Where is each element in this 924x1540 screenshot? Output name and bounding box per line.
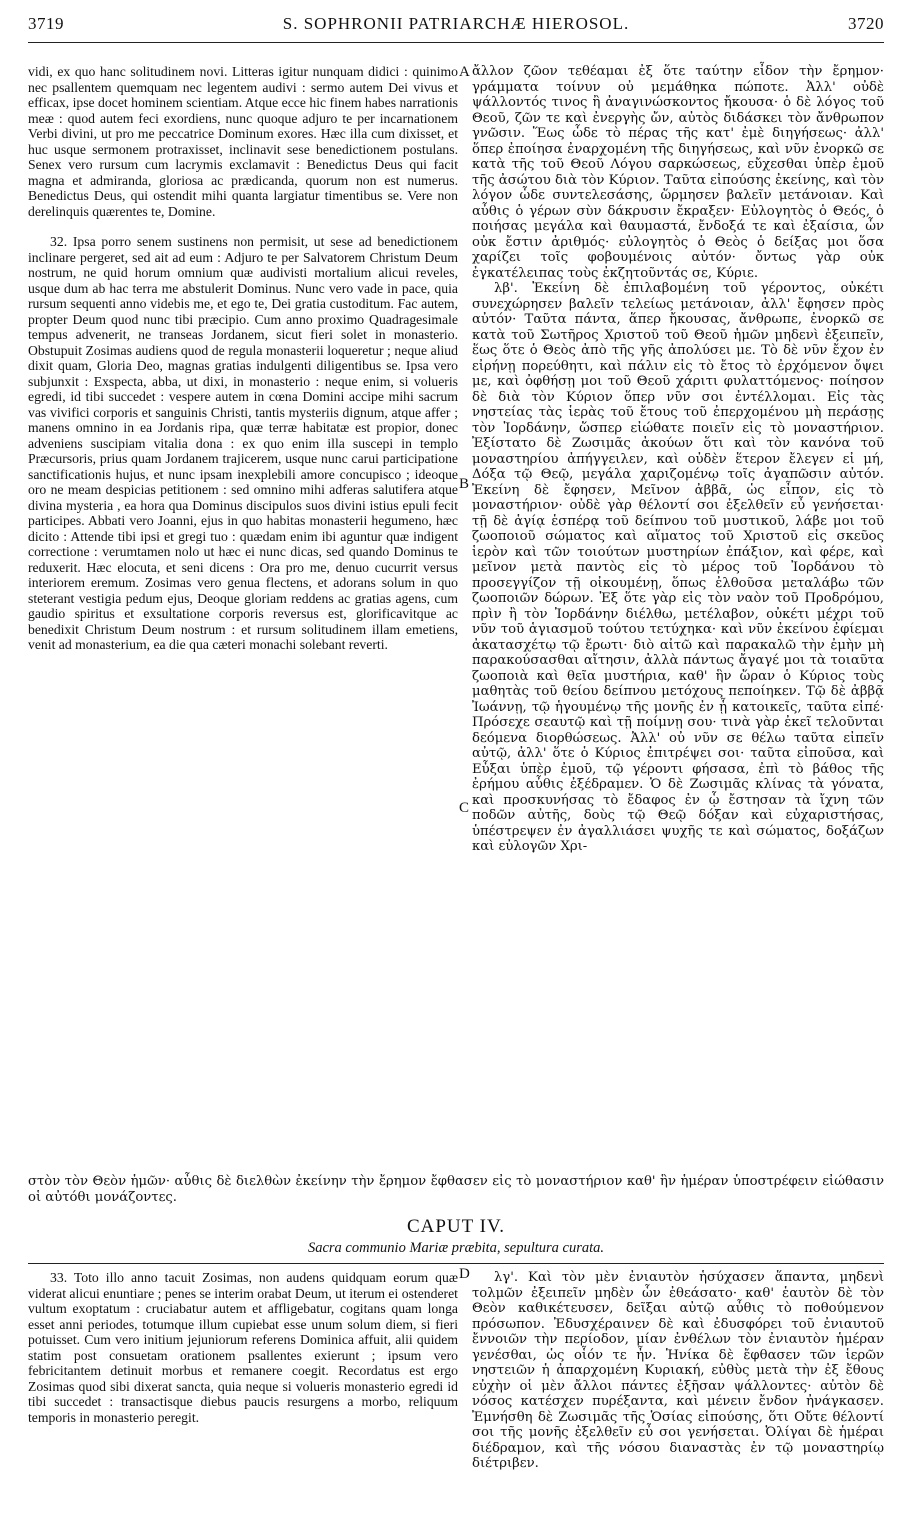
greek-full-width-continuation bbox=[28, 1174, 884, 1205]
header-rule bbox=[28, 42, 884, 43]
latin-column-upper bbox=[28, 64, 458, 653]
greek-paragraph-32: λβ'. Ἐκείνη δὲ ἐπιλαβομένη τοῦ γέροντος, οὐκέτι συνεχώρησεν βαλεῖν τελείως μετάνοιαν, ἀλλ' ἔφησεν πρὸς αὐτόν· Ταῦτα πάντα, ἅπερ ἤκουσας, ἄνθρωπε, ἐνορκῶ σε κατὰ τοῦ Σωτῆρος Χριστοῦ τοῦ Θεοῦ ἡμῶν μηδενὶ ἐξειπεῖν, ἕως ὅτε ὁ Θεὸς ἀπὸ τῆς γῆς ἀπολύσει με. Τὸ δὲ νῦν ἔχον ἐν εἰρήνῃ πορεύθητι, καὶ πάλιν εἰς τὸ ἔτος τὸ ἐρχόμενον ὄψει με, καὶ ὀφθήσῃ μοι τοῦ Θεοῦ χάριτι φυλαττόμενος· ποίησον δὲ διὰ τὸν Κύριον ὅπερ νῦν σοι ἐντέλλομαι. Εἰς τὰς νηστείας τὰς ἱερὰς τοῦ ἔτους τοῦ ἐπερχομένου μὴ περάσῃς τὸν Ἰορδάνην, ὥσπερ εἰώθατε ποιεῖν εἰς τὸ μοναστήριον. Ἐξίστατο δὲ Ζωσιμᾶς ἀκούων ὅτι καὶ τὸν κανόνα τοῦ μοναστηρίου ἀπήγγειλεν, καὶ οὐδὲν ἕτερον ἔλεγεν εἰ μή, Δόξα τῷ Θεῷ, μεγάλα χαριζομένῳ τοῖς ἀγαπῶσιν αὐτόν. Ἐκείνη δὲ ἔφησεν, Μεῖνον ἀββᾶ, ὡς εἶπον, εἰς τὸ μοναστήριον· οὐδὲ γὰρ θέλοντί σοι ἐξελθεῖν εὖ γενήσεται· τῇ δὲ ἁγίᾳ ἑσπέρᾳ τοῦ δείπνου τοῦ μυστικοῦ, λάβε μοι τοῦ ζωοποιοῦ σώματος καὶ αἵματος τοῦ Χριστοῦ εἰς σκεῦος ἱερὸν καὶ τῶν τοιούτων μυστηρίων ἐπάξιον, καὶ φέρε, καὶ μεῖνον μετὰ παντὸς εἰς τὸ μέρος τοῦ Ἰορδάνου τὸ προσεγγίζον τῇ οἰκουμένῃ, ὅπως ἐλθοῦσα μεταλάβω τῶν ζωοποιῶν δώρων. Ἐξ ὅτε γὰρ εἰς τὸν ναὸν τοῦ Προδρόμου, πρὶν ἢ τὸν Ἰορδάνην διέλθω, μετέλαβον, οὐκέτι μέχρι τοῦ νῦν τοῦ ἁγιασμοῦ τούτου τετύχηκα· καὶ νῦν ἐκείνου ἐφίεμαι ἀκατασχέτῳ τῷ ἔρωτι· διὸ αἰτῶ καὶ παρακαλῶ τὴν ἐμὴν μὴ παρακούσασθαι αἴτησιν, ἀλλὰ πάντως ἄγαγέ μοι τὰ τοιαῦτα ζωοποιὰ καὶ θεῖα μυστήρια, καθ' ἣν ὥραν ὁ Κύριος τοὺς μαθητὰς τοῦ θείου δείπνου μετόχους πεποίηκεν. Τῷ δὲ ἀββᾷ Ἰωάννῃ, τῷ ἡγουμένῳ τῆς μονῆς ἐν ᾗ κατοικεῖς, ταῦτα εἰπέ· Πρόσεχε σεαυτῷ καὶ τῇ ποίμνῃ σου· τινὰ γὰρ ἐκεῖ τελοῦνται δεόμενα διορθώσεως. Ἀλλ' οὐ νῦν σε θέλω ταῦτα εἰπεῖν αὐτῷ, ἀλλ' ὅτε ὁ Κύριος ἐπιτρέψει σοι· ταῦτα εἰποῦσα, καὶ Εὖξαι ὑπὲρ ἐμοῦ, τῷ γέροντι φήσασα, ἐπὶ τὸ βάθος τῆς ἐρήμου αὖθις ἐξέδραμεν. Ὁ δὲ Ζωσιμᾶς κλίνας τὰ γόνατα, καὶ προσκυνήσας τὸ ἔδαφος ἐν ᾧ ἔστησαν τὰ ἴχνη τῶν ποδῶν αὐτῆς, δοὺς τῷ Θεῷ δόξαν καὶ εὐχαριστήσας, ὑπέστρεψεν ἐν ἀγαλλιάσει ψυχῆς τε καὶ σώματος, δοξάζων καὶ εὐλογῶν Χρι- bbox=[472, 281, 884, 854]
chapter-subtitle: Sacra communio Mariæ præbita, sepultura curata. bbox=[307, 1240, 605, 1256]
greek-paragraph-33: λγ'. Καὶ τὸν μὲν ἐνιαυτὸν ἡσύχασεν ἅπαντα, μηδενὶ τολμῶν ἐξειπεῖν μηδὲν ὧν ἐθεάσατο· καθ' ἑαυτὸν δὲ τὸν Θεὸν καθικέτευσεν, δεῖξαι αὐτῷ αὖθις τὸ ποθούμενον πρόσωπον. Ἐδυσχέραινεν δὲ καὶ ἐδυσφόρει τοῦ ἐνιαυτοῦ ἔννοιῶν τὴν περίοδον, μίαν ἐνθέλων τὸν ἐνιαυτὸν ἡμέραν γενέσθαι, ὡς οἷόν τε ἦν. Ἡνίκα δὲ ἔφθασεν τῶν ἱερῶν νηστειῶν ἡ ἀπαρχομένη Κυριακή, εὐθὺς μετὰ τὴν ἐξ ἔθους εὐχὴν οἱ μὲν ἄλλοι πάντες ἐξῆσαν ψάλλοντες· αὐτὸν δὲ νόσος κατέσχεν πυρέξαντα, καὶ μένειν ἔνδον ἠνάγκασεν. Ἐμνήσθη δὲ Ζωσιμᾶς τῆς Ὁσίας εἰπούσης, ὅτι Οὔτε θέλοντί σοι τῆς μονῆς ἐξελθεῖν εὖ σοι γενήσεται. Ὀλίγαι δὲ ἡμέραι διέδραμον, καὶ τῆς νόσου διαναστὰς ἐν τῷ μοναστηρίῳ διέτριβεν. bbox=[472, 1270, 884, 1471]
page-number-left: 3719 bbox=[28, 14, 64, 33]
latin-column-lower bbox=[28, 1270, 458, 1425]
page-number-right: 3720 bbox=[848, 14, 884, 33]
page-header bbox=[28, 8, 884, 48]
section-marker-d: D bbox=[459, 1266, 470, 1282]
latin-paragraph-33: 33. Toto illo anno tacuit Zosimas, non audens quidquam eorum quæ viderat alicui enuntiare ; penes se interim orabat Deum, ut iterum ei ostenderet vultum exoptatum : cruciabatur autem et affligebatur, cogitans quam longa esset anni periodes, totumque illum cupiebat esse unum solum diem, si fieri potuisset. Cum vero initium jejuniorum referens Dominica affuit, alii quidem statim post consuetam orationem psallentes exierunt ; ipsum vero febricitantem detinuit morbus et remanere coegit. Recordatus est ergo Zosimas quod sibi dixerat sancta, quia neque si volueris monasterio egredi id tibi succedet : transactisque diebus paucis resurgens a morbo, reliquum temporis in monasterio peregit. bbox=[28, 1270, 458, 1425]
greek-column-upper bbox=[472, 64, 884, 855]
greek-paragraph-32-continuation: στὸν τὸν Θεὸν ἡμῶν· αὖθις δὲ διελθὼν ἐκείνην τὴν ἔρημον ἔφθασεν εἰς τὸ μοναστήριον καθ' ἣν ἡμέραν ὑποστρέφειν εἰώθασιν οἱ αὐτόθι μονάζοντες. bbox=[28, 1174, 884, 1205]
section-marker-c: C bbox=[459, 800, 470, 816]
chapter-heading: CAPUT IV. bbox=[406, 1216, 506, 1237]
latin-paragraph-32: 32. Ipsa porro senem sustinens non permisit, ut sese ad benedictionem inclinare pergeret, sed ait ad eum : Adjuro te per Salvatorem Christum Deum nostrum, ne quid horum omnium quæ audivisti mortalium alicui reveles, usque dum ab hac terra me abstulerit Dominus. Nunc vero vade in pace, quia rursum sequenti anno videbis me, et ego te, Dei gratia custoditum. Fac autem, propter Deum quod nunc tibi præcipio. Cum anno proximo Quadragesimale tempus advenerit, ne transeas Jordanem, sicut fieri solet in monasterio. Obstupuit Zosimas audiens quod de regula monasterii loqueretur ; neque aliud dixit quam, Gloria Deo, magnas gratias indulgenti diligentibus se. Ipsa vero subjunxit : Exspecta, abba, ut dixi, in monasterio : neque enim, si volueris egredi, id tibi succedet : vespere autem in cœna Domini accipe mihi sacrum vas vivifici corporis et sanguinis Christi, tantis mysteriis dignum, atque affer ; manens omnino in ea Jordanis ripa, quæ terræ habitatæ est propior, donec adveniens suscipiam vitalia dona : ex quo enim illa suscepi in templo Præcursoris, prius quam Jordanem trajicerem, usque nunc carui participatione sanctificationis hujus, et nunc ipsam inexplebili amore concupisco ; ideoque oro ne meam despicias petitionem : sed omnino mihi adferas salutifera atque divina mysteria , ea hora qua Dominus discipulos suos divini istius epuli fecit participes. Abbati vero Joanni, ejus in quo habitas monasterii hegumeno, hæc dicito : Attende tibi ipsi et gregi tuo : quædam enim ibi aguntur quæ indigent correctione : verumtamen nolo ut hæc ei nunc dicas, sed quando Dominus te reduxerit. Hæc elocuta, et seni dicens : Ora pro me, denuo cucurrit versus interiorem eremum. Zosimas vero genua flectens, et adorans solum in quo steterant vestigia pedum ejus, Deoque gloriam reddens ac gratias agens, cum gaudio spiritus et exsultatione corporis reversus est, glorificavitque ac benedixit Christum Deum nostrum : et rursum solitudinem illam emetiens, venit ad monasterium, ea die qua cæteri monachi solebant reverti. bbox=[28, 234, 458, 652]
chapter-rule bbox=[28, 1263, 884, 1264]
running-title: S. SOPHRONII PATRIARCHÆ HIEROSOL. bbox=[282, 14, 630, 33]
latin-paragraph-31-tail: vidi, ex quo hanc solitudinem novi. Litteras igitur nunquam didici : quinimo nec psallentem quemquam nec legentem audivi : sermo autem Dei vivus et efficax, ipse docet hominem scientiam. Atque ecce hic finem habes narrationis meæ : quod autem feci exordiens, nunc quoque adjuro te per incarnationem Verbi divini, ut pro me peccatrice Dominum exores. Hæc illa cum dixisset, et huc usque sermonem protraxisset, inclinavit sese benedictionem postulans. Senex vero rursum cum lacrymis exclamavit : Benedictus Deus qui facit magna et admiranda, gloriosa ac prædicanda, quorum non est numerus. Benedictus Deus, qui ostendit mihi quanta largiatur timentibus se. Vere non derelinquis quærentes te, Domine. bbox=[28, 64, 458, 219]
greek-paragraph-31-tail: ἄλλον ζῶον τεθέαμαι ἐξ ὅτε ταύτην εἶδον τὴν ἔρημον· γράμματα τοίνυν οὐ μεμάθηκα πώποτε. Ἀλλ' οὐδὲ ψάλλοντός τινος ἢ ἀναγινώσκοντος ἤκουσα· ὁ δὲ λόγος τοῦ Θεοῦ, ζῶν τε καὶ ἐνεργὴς ὤν, αὐτὸς διδάσκει τὸν ἄνθρωπον γνῶσιν. Ἕως ὧδε τὸ πέρας τῆς κατ' ἐμὲ διηγήσεως· ἀλλ' ὅπερ ἐποίησα ἐναρχομένη τῆς διηγήσεως, καὶ νῦν ἐνορκῶ σε κατὰ τῆς τοῦ Θεοῦ Λόγου σαρκώσεως, εὔχεσθαι ὑπὲρ ἐμοῦ τῆς ἀσώτου διὰ τὸν Κύριον. Ταῦτα εἰπούσης ἐκείνης, καὶ τὸν λόγον ὧδε συντελεσάσης, ὥρμησεν βαλεῖν μετάνοιαν. Καὶ αὖθις ὁ γέρων σὺν δάκρυσιν ἔκραξεν· Εὐλογητὸς ὁ Θεός, ὁ ποιήσας μεγάλα καὶ θαυμαστά, ἔνδοξά τε καὶ ἐξαίσια, ὧν οὐκ ἔστιν ἀριθμός· εὐλογητὸς ὁ Θεὸς ὁ δείξας μοι ὅσα χαρίζει τοῖς φοβουμένοις αὐτόν· ὄντως γὰρ οὐκ ἐγκατέλειπας τοὺς ἐκζητοῦντάς σε, Κύριε. bbox=[472, 64, 884, 281]
section-marker-a: A bbox=[459, 64, 470, 80]
section-marker-b: B bbox=[459, 476, 470, 492]
greek-column-lower bbox=[472, 1270, 884, 1472]
